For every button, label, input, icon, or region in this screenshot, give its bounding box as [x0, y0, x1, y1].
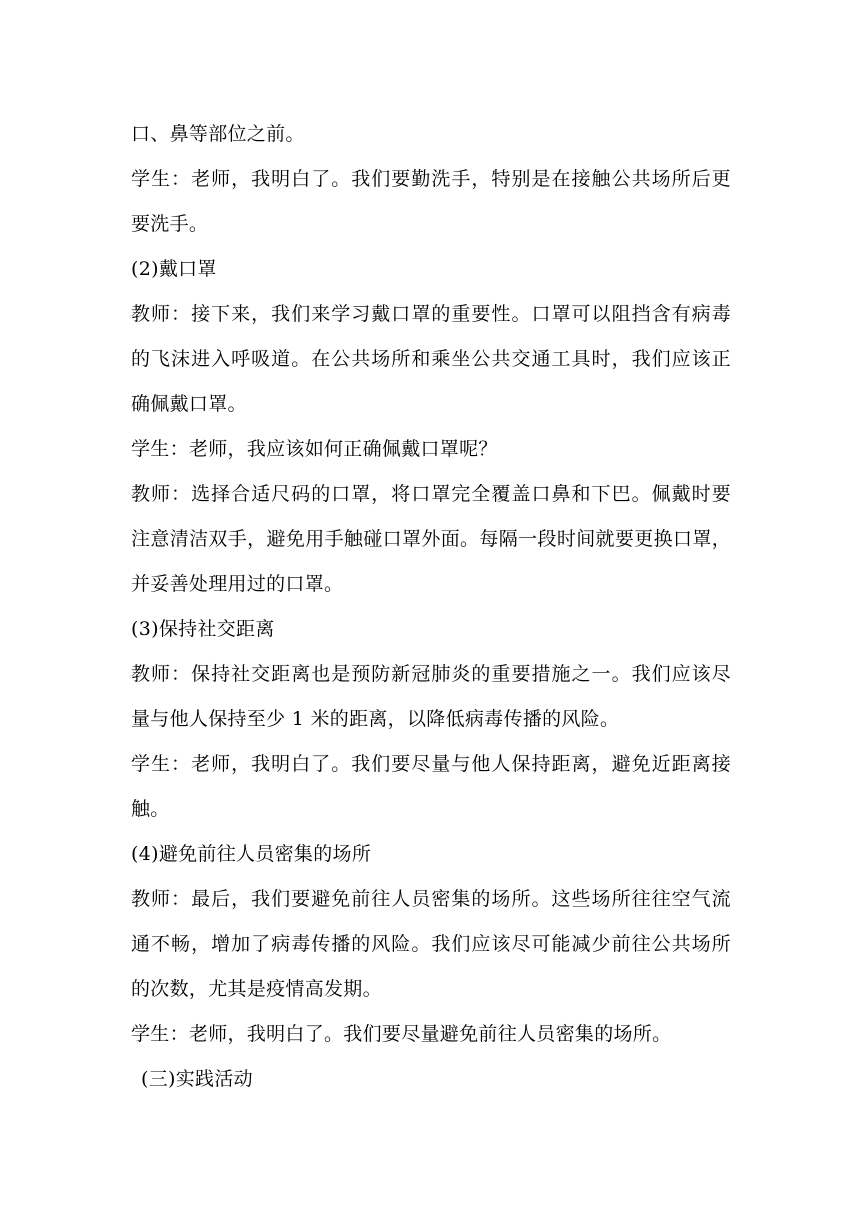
text-line: 并妥善处理用过的口罩。 — [131, 573, 344, 595]
text-line: 通不畅，增加了病毒传播的风险。我们应该尽可能减少前往公共场所 — [131, 933, 731, 955]
text-line: 口、鼻等部位之前。 — [131, 123, 305, 145]
text-line: 确佩戴口罩。 — [131, 393, 247, 415]
text-line: 学生：老师，我应该如何正确佩戴口罩呢？ — [131, 438, 498, 460]
text-line: 触。 — [131, 798, 170, 820]
text-line: 学生：老师，我明白了。我们要尽量避免前往人员密集的场所。 — [131, 1023, 672, 1045]
text-line: 教师：保持社交距离也是预防新冠肺炎的重要措施之一。我们应该尽 — [131, 663, 731, 685]
document-body — [131, 112, 731, 1102]
text-line: 要洗手。 — [131, 213, 209, 235]
text-line: 教师：最后，我们要避免前往人员密集的场所。这些场所往往空气流 — [131, 888, 731, 910]
section-heading: (三)实践活动 — [141, 1068, 253, 1090]
subheading-line: (2)戴口罩 — [131, 258, 217, 280]
text-line: 教师：选择合适尺码的口罩，将口罩完全覆盖口鼻和下巴。佩戴时要 — [131, 483, 731, 505]
text-line: 教师：接下来，我们来学习戴口罩的重要性。口罩可以阻挡含有病毒 — [131, 303, 731, 325]
text-line: 的飞沫进入呼吸道。在公共场所和乘坐公共交通工具时，我们应该正 — [131, 348, 731, 370]
subheading-line: (3)保持社交距离 — [131, 618, 275, 640]
text-line: 学生：老师，我明白了。我们要勤洗手，特别是在接触公共场所后更 — [131, 168, 731, 190]
text-line: 学生：老师，我明白了。我们要尽量与他人保持距离，避免近距离接 — [131, 753, 731, 775]
text-line: 注意清洁双手，避免用手触碰口罩外面。每隔一段时间就要更换口罩， — [131, 528, 731, 550]
text-line: 的次数，尤其是疫情高发期。 — [131, 978, 382, 1000]
text-line: 量与他人保持至少 1 米的距离，以降低病毒传播的风险。 — [131, 708, 620, 730]
subheading-line: (4)避免前往人员密集的场所 — [131, 843, 372, 865]
